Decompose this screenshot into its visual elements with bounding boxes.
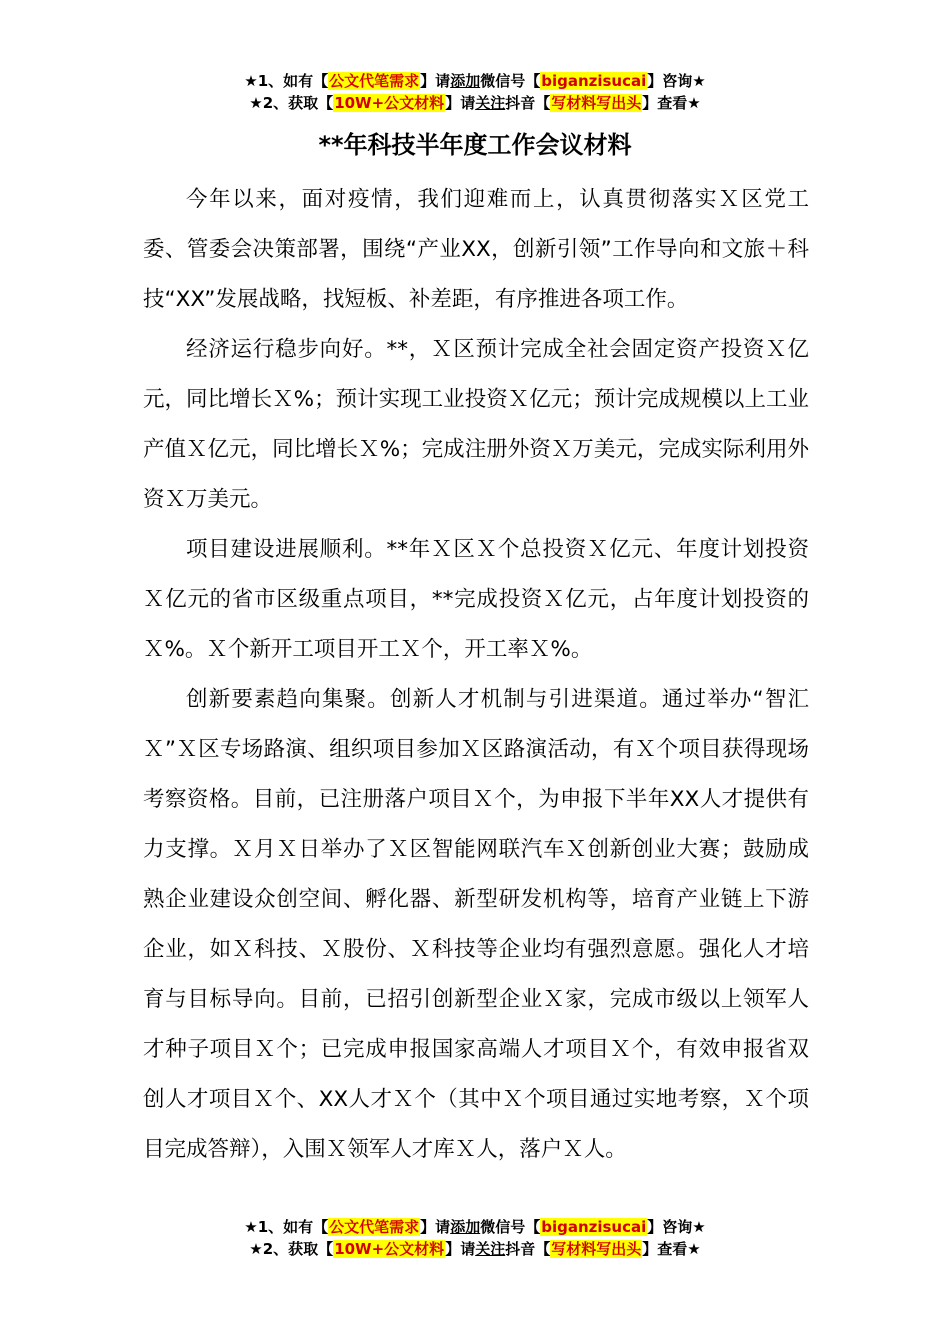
document-body <box>143 175 809 1175</box>
highlight-wechat-id: biganzisucai <box>541 1218 647 1236</box>
emphasis-add: 添加 <box>450 72 481 90</box>
highlight-douyin-account: 写材料写出头 <box>551 1240 642 1258</box>
paragraph-projects: 项目建设进展顺利。**年Ｘ区Ｘ个总投资Ｘ亿元、年度计划投资Ｘ亿元的省市区级重点项目，**完成投资Ｘ亿元，占年度计划投资的Ｘ%。Ｘ个新开工项目开工Ｘ个，开工率Ｘ%。 <box>143 537 809 662</box>
banner-line-1: ★1、如有【公文代笔需求】请添加微信号【biganzisucai】咨询★ <box>244 1218 706 1236</box>
highlight-wechat-id: biganzisucai <box>541 72 647 90</box>
banner-line-2: ★2、获取【10W+公文材料】请关注抖音【写材料写出头】查看★ <box>249 94 701 112</box>
paragraph-intro: 今年以来，面对疫情，我们迎难而上，认真贯彻落实Ｘ区党工委、管委会决策部署，围绕“产业XX，创新引领”工作导向和文旅＋科技“XX”发展战略，找短板、补差距，有序推进各项工作。 <box>143 187 809 312</box>
emphasis-add: 添加 <box>450 1218 481 1236</box>
footer-banner <box>0 1216 950 1260</box>
highlight-douyin-account: 写材料写出头 <box>551 94 642 112</box>
highlight-service: 公文代笔需求 <box>329 1218 420 1236</box>
emphasis-follow: 关注 <box>475 1240 506 1258</box>
emphasis-follow: 关注 <box>475 94 506 112</box>
document-title: **年科技半年度工作会议材料 <box>318 131 632 159</box>
paragraph-economy: 经济运行稳步向好。**，Ｘ区预计完成全社会固定资产投资Ｘ亿元，同比增长Ｘ%；预计实现工业投资Ｘ亿元；预计完成规模以上工业产值Ｘ亿元，同比增长Ｘ%；完成注册外资Ｘ万美元，完成实际利用外资Ｘ万美元。 <box>143 337 809 512</box>
highlight-service: 公文代笔需求 <box>329 72 420 90</box>
banner-line-1: ★1、如有【公文代笔需求】请添加微信号【biganzisucai】咨询★ <box>244 72 706 90</box>
header-banner <box>0 70 950 114</box>
banner-line-2: ★2、获取【10W+公文材料】请关注抖音【写材料写出头】查看★ <box>249 1240 701 1258</box>
highlight-materials: 10W+公文材料 <box>334 94 445 112</box>
highlight-materials: 10W+公文材料 <box>334 1240 445 1258</box>
paragraph-innovation: 创新要素趋向集聚。创新人才机制与引进渠道。通过举办“智汇Ｘ”Ｘ区专场路演、组织项目参加Ｘ区路演活动，有Ｘ个项目获得现场考察资格。目前，已注册落户项目Ｘ个，为申报下半年XX人才提供有力支撑。Ｘ月Ｘ日举办了Ｘ区智能网联汽车Ｘ创新创业大赛；鼓励成熟企业建设众创空间、孵化器、新型研发机构等，培育产业链上下游企业，如Ｘ科技、Ｘ股份、Ｘ科技等企业均有强烈意愿。强化人才培育与目标导向。目前，已招引创新型企业Ｘ家，完成市级以上领军人才种子项目Ｘ个；已完成申报国家高端人才项目Ｘ个，有效申报省双创人才项目Ｘ个、XX人才Ｘ个（其中Ｘ个项目通过实地考察，Ｘ个项目完成答辩），入围Ｘ领军人才库Ｘ人，落户Ｘ人。 <box>143 687 809 1162</box>
